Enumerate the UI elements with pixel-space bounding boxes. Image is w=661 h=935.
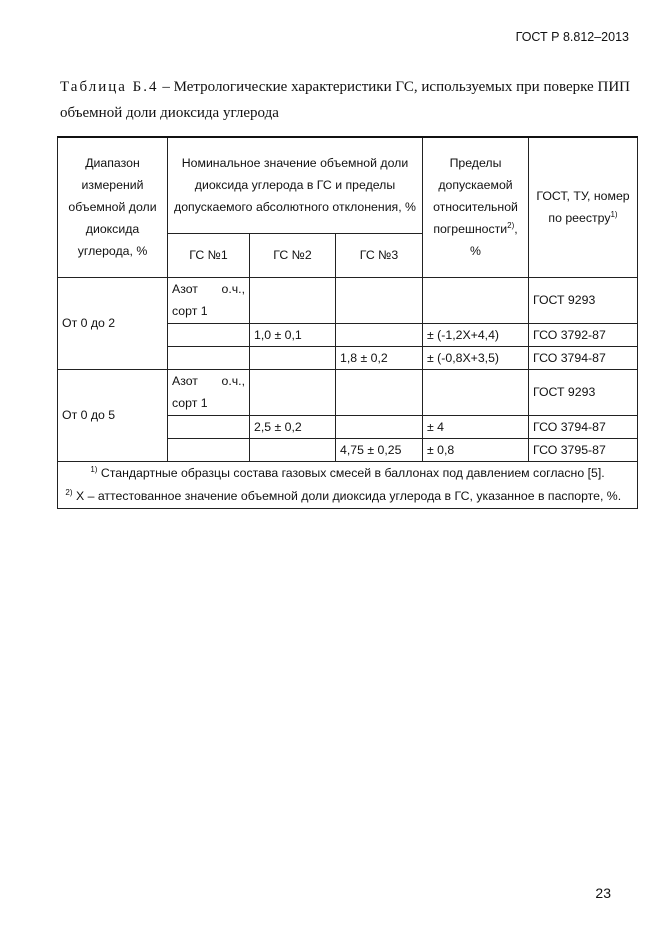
header-gs2: ГС №2 <box>250 233 336 277</box>
header-range: Диапазон измерений объемной доли диоксида углерода, % <box>58 137 168 277</box>
caption-dash: – <box>162 79 170 95</box>
page-number: 23 <box>595 885 611 901</box>
gs3-value: 1,8 ± 0,2 <box>336 346 423 369</box>
header-gost: ГОСТ, ТУ, номер по реестру$^{1)}$ <box>529 137 638 277</box>
gost-cell: ГСО 3794-87 <box>529 415 638 438</box>
header-gs1: ГС №1 <box>168 233 250 277</box>
footnote-1: $^{1)}$ Стандартные образцы состава газовых смесей в баллонах под давлением согласно [5]. <box>90 464 605 480</box>
limit-value: ± 0,8 <box>423 438 529 461</box>
gost-cell: ГСО 3792-87 <box>529 323 638 346</box>
gost-cell: ГОСТ 9293 <box>529 277 638 323</box>
header-gs3: ГС №3 <box>336 233 423 277</box>
table-row <box>58 369 638 415</box>
limit-value: ± 4 <box>423 415 529 438</box>
gost-cell: ГОСТ 9293 <box>529 369 638 415</box>
metrology-table <box>57 136 638 509</box>
azot-cell: Азот о.ч., сорт 1 <box>168 277 250 323</box>
footnote-1-ref: 1) <box>610 210 618 220</box>
range-cell: От 0 до 5 <box>58 369 168 461</box>
gs3-value: 4,75 ± 0,25 <box>336 438 423 461</box>
table-notes <box>58 461 638 508</box>
table-row <box>58 277 638 323</box>
footnote-2: $^{2)}$ X – аттестованное значение объемной доли диоксида углерода в ГС, указанное в паспорте, %. <box>65 487 622 503</box>
limit-value: ± (-0,8X+3,5) <box>423 346 529 369</box>
caption-text: Метрологические характеристики ГС, используемых при поверке ПИП объемной доли диоксида углерода <box>60 79 630 121</box>
table-caption <box>60 74 630 126</box>
caption-label: Таблица Б.4 <box>60 79 159 95</box>
header-limits: Пределы допускаемой относительной погрешности$^{2)}$, % <box>423 137 529 277</box>
azot-cell: Азот о.ч., сорт 1 <box>168 369 250 415</box>
document-code: ГОСТ Р 8.812–2013 <box>515 30 629 44</box>
gost-cell: ГСО 3795-87 <box>529 438 638 461</box>
gs2-value: 2,5 ± 0,2 <box>250 415 336 438</box>
footnote-2-ref: 2) <box>507 221 515 231</box>
limit-value: ± (-1,2X+4,4) <box>423 323 529 346</box>
gs2-value: 1,0 ± 0,1 <box>250 323 336 346</box>
range-cell: От 0 до 2 <box>58 277 168 369</box>
header-nominal: Номинальное значение объемной доли диоксида углерода в ГС и пределы допускаемого абсолютного отклонения, % <box>168 137 423 233</box>
gost-cell: ГСО 3794-87 <box>529 346 638 369</box>
